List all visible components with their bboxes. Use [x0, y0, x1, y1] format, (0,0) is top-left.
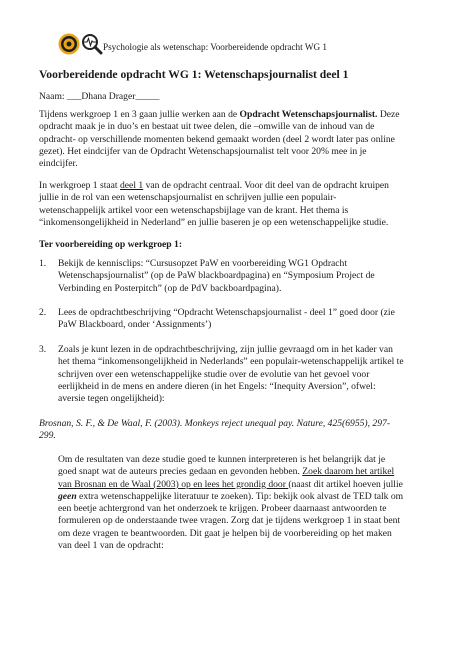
university-seal-icon	[58, 33, 80, 55]
magnifier-heartbeat-icon	[81, 33, 103, 55]
citation: Brosnan, S. F., & De Waal, F. (2003). Monkeys reject unequal pay. Nature, 425(6955), 297- 299.	[39, 418, 391, 442]
assignment-paragraph: In werkgroep 1 staat deel 1 van de opdracht centraal. Voor dit deel van de opdracht kruipen jullie in de rol van een wetenschapsjournalist en schrijven jullie een populair- wetenschappelijk artikel voor een wetenschapsbijlage van de krant. Het thema is “inkomensongelijkheid in Nederland” en jullie baseren je op een wetenschappelijke studie.	[39, 180, 389, 228]
list-number: 2.	[39, 307, 47, 318]
list-item: Bekijk de kennisclips: “Cursusopzet PaW en voorbereiding WG1 Opdracht Wetenschapsjournalist” (op de PaW blackboardpagina) en “Symposium Project de Verbinding en Posterpitch” (op de PdV backboardpagina).	[58, 258, 375, 294]
list-item: Zoals je kunt lezen in de opdrachtbeschrijving, zijn jullie gevraagd om in het kader van het thema “inkomensongelijkheid in Nederlands” een populair-wetenschappelijk artikel te schrijven over een wetenschappelijke studie over de evolutie van het gevoel voor eerlijkheid in de mens en andere dieren (in het Engels: “Inequity Aversion”, ofwel: aversie tegen ongelijkheid):	[58, 344, 404, 405]
list-item: Lees de opdrachtbeschrijving “Opdracht Wetenschapsjournalist - deel 1” goed door (zie PaW Blackboard, onder ‘Assignments’)	[58, 307, 395, 331]
preparation-heading: Ter voorbereiding op werkgroep 1:	[39, 239, 183, 250]
instructions-paragraph: Om de resultaten van deze studie goed te kunnen interpreteren is het belangrijk dat je goed snapt wat de auteurs precies gedaan en gevonden hebben. Zoek daarom het artikel van Brosnan en de Waal (2003) op en lees het grondig door (naast dit artikel hoeven jullie geen extra wetenschappelijke literatuur te zoeken). Tip: bekijk ook alvast de TED talk om een beetje achtergrond van het onderzoek te krijgen. Probeer daarnaast antwoorden te formuleren op de onderstaande twee vragen. Zorg dat je tijdens werkgroep 1 in staat bent om deze vragen te beantwoorden. Dit gaat je helpen bij de voorbereiding op het maken van deel 1 van de opdracht:	[58, 454, 404, 552]
list-number: 3.	[39, 344, 47, 355]
page-header: Psychologie als wetenschap: Voorbereidende opdracht WG 1	[103, 42, 328, 52]
document-title: Voorbereidende opdracht WG 1: Wetenschapsjournalist deel 1	[39, 68, 349, 81]
intro-paragraph: Tijdens werkgroep 1 en 3 gaan jullie werken aan de Opdracht Wetenschapsjournalist. Deze opdracht maak je in duo’s en bestaat uit twee delen, die –omwille van de inhoud van de opdracht- op verschillende momenten bekend gemaakt worden (deel 2 wordt later pas online gezet). Het eindcijfer van de Opdracht Wetenschapsjournalist telt voor 20% mee in je eindcijfer.	[39, 109, 400, 170]
name-line: Naam: ___Dhana Drager_____	[39, 91, 160, 102]
list-number: 1.	[39, 258, 47, 269]
